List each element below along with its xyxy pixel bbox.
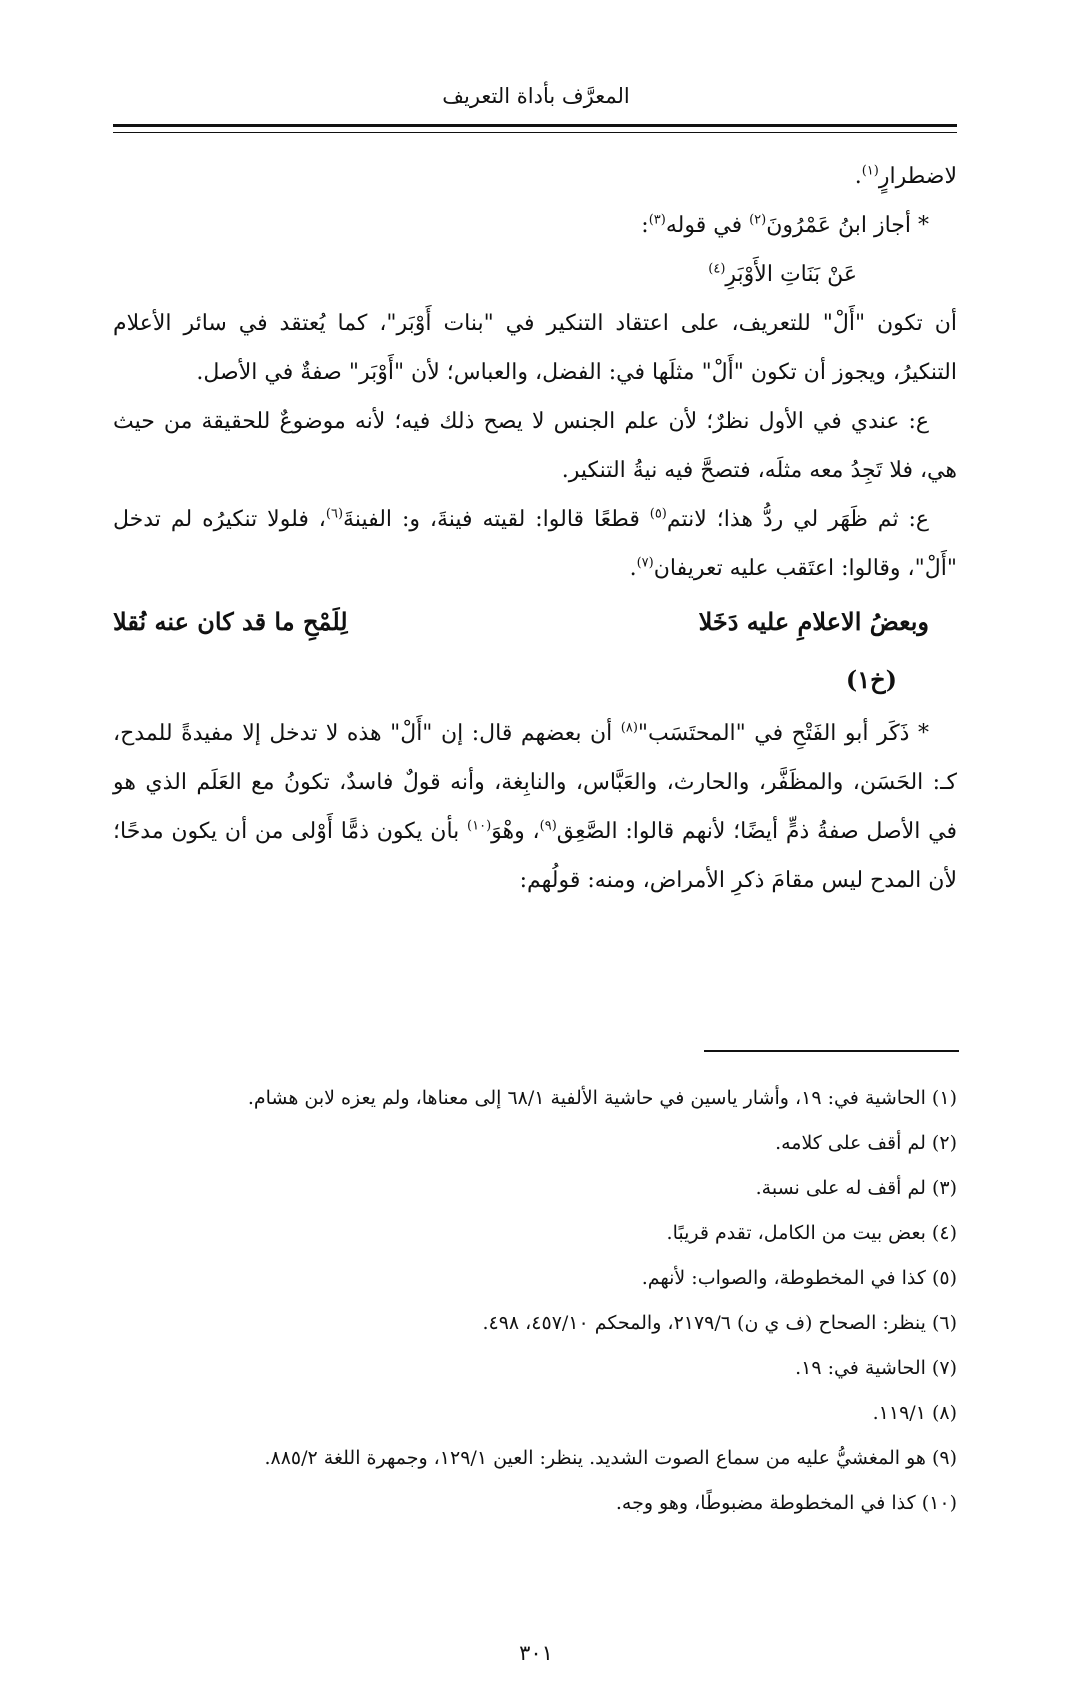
paragraph-2: ع: عندي في الأول نظرٌ؛ لأن علم الجنس لا يصح ذلك فيه؛ لأنه موضوعٌ للحقيقة من حيث هي، فلا تَجِدُ معه مثلَه، فتصحَّ فيه نيةُ التنكير. <box>113 409 957 483</box>
poem-verse <box>113 593 957 709</box>
line-2: * أجاز ابنُ عَمْرُونَ$^{(٢)}$ في قوله$^{(٣)}$: <box>641 212 929 238</box>
header-rule-thick <box>113 124 957 127</box>
footnote: (٢) لم أقف على كلامه. <box>775 1132 957 1154</box>
footnote: (٨) ١١٩/١. <box>872 1402 957 1424</box>
poem-hemistich-2: لِلَمْحِ ما قد كان عنه نُقلا <box>113 607 348 636</box>
footnote: (٣) لم أقف له على نسبة. <box>755 1177 957 1199</box>
line-1: لاضطرارٍ$^{(١)}$. <box>854 163 957 189</box>
footnote-ref: (٤) <box>708 261 726 277</box>
footnote-ref: (٩) <box>539 818 557 834</box>
footnote-ref: (١٠) <box>467 818 492 834</box>
paragraph-3: ع: ثم ظَهَر لي ردُّ هذا؛ لانتم$^{(٥)}$ قطعًا قالوا: لقيته فينةَ، و: الفينةَ$^{(٦)}$، فلولا تنكيرُه لم تدخل "أَلْ"، وقالوا: اعتَقب عليه تعريفان$^{(٧)}$. <box>113 506 957 581</box>
footnote: (٩) هو المغشيُّ عليه من سماع الصوت الشديد. ينظر: العين ١٢٩/١، وجمهرة اللغة ٨٨٥/٢. <box>264 1447 957 1469</box>
footnote-ref: (٨) <box>620 720 638 736</box>
footnote-ref: (٧) <box>636 555 654 571</box>
footnote-ref: (٣) <box>648 212 666 228</box>
running-header: المعرَّف بأداة التعريف <box>442 84 630 108</box>
footnote: (١) الحاشية في: ١٩، وأشار ياسين في حاشية الألفية ٦٨/١ إلى معناها، ولم يعزه لابن هشام. <box>247 1087 957 1109</box>
footnote: (٧) الحاشية في: ١٩. <box>795 1357 957 1379</box>
footnote-ref: (٢) <box>749 212 767 228</box>
footnote-ref: (٦) <box>325 506 344 522</box>
poem-hemistich-1: وبعضُ الاعلامِ عليه دَخَلا <box>698 607 929 636</box>
paragraph-1: أن تكون "أَلْ" للتعريف، على اعتقاد التنكير في "بنات أَوْبَر"، كما يُعتقد في سائر الأعلام التنكيرُ، ويجوز أن تكون "أَلْ" مثلَها في: الفضل، والعباس؛ لأن "أَوْبَر" صفةٌ في الأصل. <box>113 311 957 385</box>
footnote-ref: (١) <box>861 163 879 179</box>
page-number: ٣٠١ <box>519 1641 553 1665</box>
footnote-separator <box>704 1050 959 1052</box>
footnote: (٦) ينظر: الصحاح (ف ي ن) ٢١٧٩/٦، والمحكم ٤٥٧/١٠، ٤٩٨. <box>482 1312 957 1334</box>
header-rule-thin <box>113 132 957 133</box>
footnote: (١٠) كذا في المخطوطة مضبوطًا، وهو وجه. <box>615 1492 957 1514</box>
poem-ref: (خ١) <box>845 665 897 694</box>
poem-line <box>113 593 957 651</box>
footnote: (٥) كذا في المخطوطة، والصواب: لأنهم. <box>641 1267 957 1289</box>
footnote-ref: (٥) <box>649 506 667 522</box>
footnotes <box>113 1076 957 1526</box>
paragraph-4: * ذَكَر أبو الفَتْحِ في "المحتَسَب"$^{(٨)}$ أن بعضهم قال: إن "أَلْ" هذه لا تدخل إلا مفيدةً للمدح، كـ: الحَسَن، والمظَفَّر، والحارث، والعَبَّاس، والنابِغة، وأنه قولٌ فاسدٌ، تكونُ مع العَلَم الذي هو في الأصل صفةُ ذمٍّ أيضًا؛ لأنهم قالوا: الصَّعِق$^{(٩)}$، وهْوَ$^{(١٠)}$ بأن يكون ذمًّا أَوْلى من أن يكون مدحًا؛ لأن المدح ليس مقامَ ذكرِ الأمراض، ومنه: قولُهم: <box>113 720 958 893</box>
main-text <box>113 152 957 905</box>
verse-quote: عَنْ بَنَاتِ الأَوْبَرِ$^{(٤)}$ <box>708 261 857 287</box>
footnote: (٤) بعض بيت من الكامل، تقدم قريبًا. <box>666 1222 957 1244</box>
